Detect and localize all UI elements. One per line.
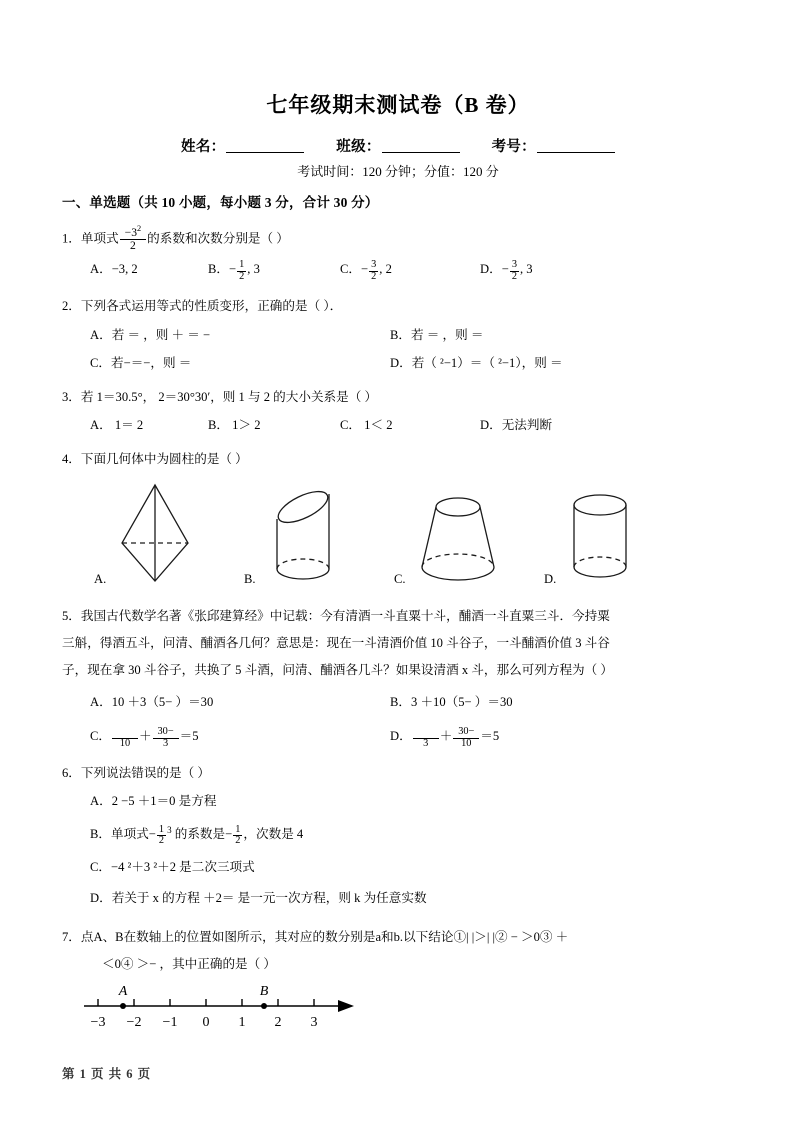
q5-opt-a-label: A． (90, 695, 112, 710)
q6-opt-b-num-1: 1 (158, 823, 165, 835)
q5-opt-c-num-2: 30− (157, 725, 174, 737)
section-heading: 一、单选题（共 10 小题，每小题 3 分，合计 30 分） (62, 195, 379, 211)
q5-opt-c-den-1: 10 (112, 738, 138, 750)
q3-opt-a-label: A． (90, 418, 112, 433)
exam-no-label: 考号： (491, 139, 536, 156)
q6-opt-b-label: B． (90, 826, 111, 841)
identity-line (62, 135, 734, 156)
q6-opt-b-den-2: 2 (235, 835, 241, 847)
question-6 (62, 764, 734, 909)
q5-opt-c-fraction-1 (112, 727, 138, 750)
page-title: 七年级期末测试卷（B 卷） (266, 93, 530, 117)
question-3-option-b[interactable] (208, 416, 340, 436)
question-2-option-a[interactable] (62, 326, 390, 346)
question-6-options (62, 792, 734, 908)
question-4-number: 4． (62, 451, 81, 466)
q6-opt-b-post: ，次数是 4 (243, 826, 304, 841)
q3-opt-a-text: 1＝ 2 (111, 418, 144, 433)
exam-meta: 考试时间：120 分钟；分值：120 分 (297, 164, 499, 180)
question-4-option-a[interactable] (76, 477, 226, 589)
question-3 (62, 388, 734, 436)
question-5-line-1: 我国古代数学名著《张邱建算经》中记载：今有清酒一斗直粟十斗，酺酒一斗直粟三斗．今持粟 (80, 609, 610, 624)
question-1-option-b[interactable] (208, 260, 340, 283)
q5-opt-d-den-1: 3 (413, 738, 439, 750)
q3-opt-c-label: C． (340, 418, 361, 433)
q1-opt-b-den: 2 (239, 271, 245, 283)
question-1-option-d[interactable] (480, 260, 600, 283)
q6-opt-a-text: 2 −5 ＋1＝0 是方程 (111, 794, 217, 809)
frustum-icon (410, 481, 506, 585)
q5-opt-d-num-2: 30− (458, 725, 475, 737)
q1-opt-d-label: D． (480, 262, 502, 277)
question-2-options (62, 326, 734, 374)
question-5-option-a[interactable] (62, 693, 390, 713)
question-7-line-2: ＜0④ ＞− ，其中正确的是（ ） (102, 957, 276, 972)
question-2-stem-text: 下列各式运用等式的性质变形，正确的是（ ）． (80, 299, 343, 314)
q1-opt-b-degree: 3 (253, 262, 260, 277)
q2-opt-a-text: 若 ＝ ，则 ＋ ＝ − (111, 327, 211, 342)
oblique-cylinder-icon (260, 481, 346, 585)
q1-frac-num-sup: 2 (137, 224, 142, 234)
question-1-stem-before: 单项式 (80, 231, 119, 246)
q1-opt-d-sep: , (519, 262, 524, 277)
question-3-option-d[interactable] (480, 416, 600, 436)
q1-opt-c-sign: − (361, 262, 369, 277)
question-1-options (62, 260, 734, 283)
q3-opt-d-text: 无法判断 (501, 418, 553, 433)
q5-opt-d-den-2: 10 (453, 738, 479, 750)
q1-frac-denominator: 2 (120, 239, 147, 252)
question-6-option-c[interactable] (62, 858, 734, 878)
question-3-stem-text: 若 1＝30.5°， 2＝30°30′，则 1 与 2 的大小关系是（ ） (80, 389, 378, 404)
question-4-label-c: C. (394, 571, 406, 586)
name-field[interactable] (181, 135, 304, 156)
numberline-tick-neg3: −3 (90, 1015, 106, 1031)
q1-opt-c-degree: 2 (385, 262, 392, 277)
question-4-label-a: A. (94, 571, 107, 586)
question-3-option-c[interactable] (340, 416, 480, 436)
question-2-number: 2． (62, 299, 81, 314)
question-2-option-c[interactable] (62, 354, 390, 374)
q6-opt-b-fraction-2 (233, 825, 242, 848)
q6-opt-b-den-1: 2 (158, 835, 165, 847)
question-5-line-2: 三斛，得酒五斗，问清、酺酒各几何？意思是：现在一斗清酒价值 10 斗谷子，一斗酺酒价值 3 斗谷 (62, 636, 610, 651)
q1-opt-c-sep: , (379, 262, 383, 277)
question-6-number: 6． (62, 765, 81, 780)
numberline-point-b (261, 1003, 267, 1009)
question-2 (62, 297, 734, 374)
question-2-option-b[interactable] (390, 326, 690, 346)
question-4-option-c[interactable] (376, 477, 526, 589)
class-label: 班级： (336, 139, 381, 156)
exam-no-blank[interactable] (537, 152, 615, 153)
number-line-diagram (70, 984, 370, 1040)
q1-opt-b-sign: − (229, 262, 237, 277)
class-blank[interactable] (382, 152, 460, 153)
question-4-stem-text: 下面几何体中为圆柱的是（ ） (80, 451, 248, 466)
question-4-stem (62, 450, 734, 470)
q2-opt-c-label: C． (90, 356, 111, 371)
question-5 (62, 603, 734, 749)
q1-opt-d-fraction (510, 260, 519, 283)
q3-opt-b-label: B． (208, 418, 229, 433)
numberline-tick-1: 1 (238, 1015, 246, 1031)
question-5-stem (62, 603, 734, 684)
question-1 (62, 225, 734, 283)
q6-opt-a-label: A． (90, 794, 112, 809)
q1-frac-numerator: −3 (124, 226, 137, 240)
q5-opt-b-label: B． (390, 695, 411, 710)
question-4-label-b: B. (244, 571, 256, 586)
q3-opt-c-text: 1＜ 2 (361, 418, 393, 433)
q5-opt-d-fraction-1 (413, 727, 439, 750)
q5-opt-c-label: C． (90, 729, 111, 743)
q1-opt-b-sep: , (247, 262, 251, 277)
question-3-options (62, 416, 734, 436)
q5-opt-c-fraction-2 (153, 727, 179, 750)
question-5-option-d[interactable]: D． 3 ＋ $\frac{30-}{10}$ ＝5 (390, 725, 500, 749)
question-6-option-d[interactable] (62, 889, 734, 909)
q5-opt-c-den-2: 3 (153, 738, 179, 750)
q1-opt-b-num: 1 (239, 259, 245, 271)
q5-opt-d-label: D． (390, 729, 412, 743)
question-1-stem (62, 225, 734, 251)
question-1-number: 1． (62, 231, 81, 246)
q6-opt-b-mid: 的系数是− (171, 826, 233, 841)
class-field[interactable] (336, 135, 459, 156)
question-5-number: 5． (62, 609, 81, 624)
question-5-options (62, 693, 734, 749)
q2-opt-b-text: 若 ＝ ，则 ＝ (411, 327, 484, 342)
question-4-figures (62, 477, 734, 589)
question-5-option-c[interactable]: C． 10 ＋ $\frac{30-}{3}$ ＝5 (90, 725, 199, 749)
question-6-option-b[interactable] (62, 823, 734, 848)
q5-opt-b-text: 3 ＋10（5− ）＝30 (411, 695, 513, 710)
question-1-option-a[interactable] (62, 260, 208, 283)
q1-opt-a-degree: 2 (131, 262, 138, 277)
numberline-tick-neg1: −1 (162, 1015, 178, 1031)
question-6-stem-text: 下列说法错误的是（ ） (80, 765, 210, 780)
q6-opt-c-label: C． (90, 860, 111, 875)
q3-opt-d-label: D． (480, 418, 502, 433)
numberline-point-a (120, 1003, 126, 1009)
q6-opt-d-label: D． (90, 890, 112, 905)
q6-opt-b-pre: 单项式− (111, 826, 156, 841)
q5-opt-d-fraction-2 (453, 727, 479, 750)
question-5-option-b[interactable] (390, 693, 690, 713)
question-2-option-d[interactable] (390, 354, 690, 374)
q1-opt-c-num: 3 (371, 259, 377, 271)
question-1-option-c[interactable] (340, 260, 480, 283)
q1-opt-d-degree: 3 (526, 262, 533, 277)
question-4-option-d[interactable] (526, 477, 676, 589)
q2-opt-d-label: D． (390, 356, 412, 371)
q1-opt-a-coef: −3 (111, 262, 126, 277)
q6-opt-c-text: −4 ²＋3 ²＋2 是二次三项式 (111, 860, 255, 875)
q6-opt-b-sup: 3 (167, 824, 172, 835)
q1-opt-d-den: 2 (511, 271, 517, 283)
cylinder-icon (560, 481, 640, 585)
q5-opt-c-rhs: ＝5 (179, 729, 199, 743)
q1-opt-c-fraction (369, 260, 378, 283)
name-label: 姓名： (181, 139, 226, 156)
q6-opt-d-text: 若关于 x 的方程 ＋2＝ 是一元一次方程，则 k 为任意实数 (111, 890, 427, 905)
question-2-stem (62, 297, 734, 317)
question-7-numberline (62, 984, 734, 1047)
question-7 (62, 924, 734, 1047)
question-1-stem-after: 的系数和次数分别是（ ） (147, 231, 289, 246)
numberline-tick-2: 2 (274, 1015, 282, 1031)
q2-opt-d-text: 若（ ²−1）＝（ ²−1），则 ＝ (411, 356, 563, 371)
numberline-tick-3: 3 (310, 1015, 318, 1031)
q5-opt-a-text: 10 ＋3（5− ）＝30 (111, 695, 214, 710)
q1-opt-d-sign: − (501, 262, 509, 277)
q1-opt-a-label: A． (90, 262, 112, 277)
numberline-point-a-label: A (118, 984, 128, 1000)
question-5-line-3: 子，现在拿 30 斗谷子，共换了 5 斗酒，问清、酺酒各几斗？如果设清酒 x 斗，那么可列方程为（ ） (62, 663, 613, 678)
exam-no-field[interactable] (492, 135, 615, 156)
question-4 (62, 450, 734, 590)
q5-opt-d-rhs: ＝5 (480, 729, 500, 743)
q1-opt-c-den: 2 (371, 271, 377, 283)
question-3-number: 3． (62, 389, 81, 404)
question-7-line-1: 点A、B在数轴上的位置如图所示，其对应的数分别是a和b.以下结论①| |＞| |② − ＞0③ ＋ (80, 930, 569, 945)
q3-opt-b-text: 1＞ 2 (229, 418, 261, 433)
page-content (62, 0, 734, 1047)
q1-opt-c-label: C． (340, 262, 361, 277)
numberline-tick-neg2: −2 (126, 1015, 142, 1031)
question-7-number: 7． (62, 930, 81, 945)
question-4-label-d: D. (544, 571, 557, 586)
question-6-stem (62, 764, 734, 784)
question-1-fraction (120, 225, 147, 251)
question-6-option-a[interactable] (62, 792, 734, 812)
question-7-stem (62, 924, 734, 978)
q2-opt-c-text: 若−＝−，则 ＝ (111, 356, 192, 371)
q2-opt-a-label: A． (90, 327, 112, 342)
q1-opt-b-fraction (237, 260, 246, 283)
bipyramid-icon (110, 481, 200, 585)
q1-opt-a-sep: , (125, 262, 129, 277)
q2-opt-b-label: B． (390, 327, 411, 342)
q6-opt-b-num-2: 1 (235, 823, 241, 835)
q6-opt-b-fraction-1 (157, 825, 166, 848)
page-footer: 第 1 页 共 6 页 (62, 1067, 152, 1081)
q1-opt-b-label: B． (208, 262, 229, 277)
question-3-option-a[interactable] (62, 416, 208, 436)
question-4-option-b[interactable] (226, 477, 376, 589)
name-blank[interactable] (226, 152, 304, 153)
question-3-stem (62, 388, 734, 408)
numberline-point-b-label: B (259, 984, 269, 1000)
numberline-tick-0: 0 (202, 1015, 210, 1031)
q1-opt-d-num: 3 (511, 259, 517, 271)
